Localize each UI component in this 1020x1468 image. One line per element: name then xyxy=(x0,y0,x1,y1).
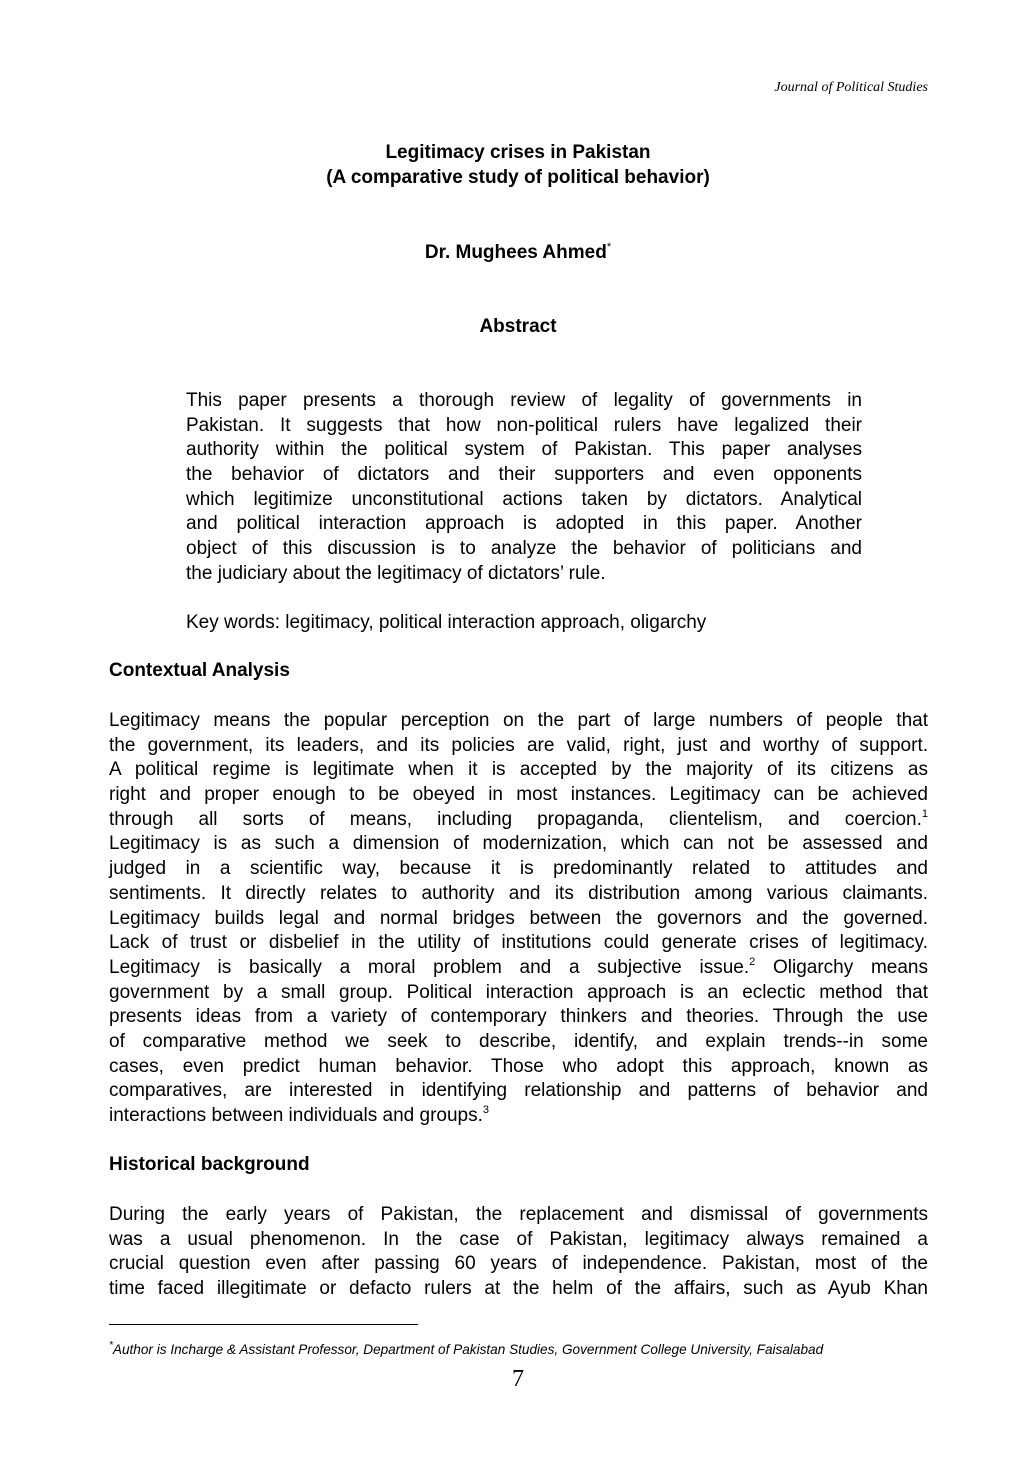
footnote-reference: 1 xyxy=(921,807,928,820)
title-line-2: (A comparative study of political behavior) xyxy=(326,166,710,188)
text-segment: interactions between individuals and groups. xyxy=(109,1105,483,1126)
text-line xyxy=(109,1055,928,1080)
text-segment: presents ideas from a variety of contemporary thinkers and theories. Through the use xyxy=(109,1006,928,1028)
text-line xyxy=(109,808,928,833)
footnote xyxy=(109,1342,823,1357)
article-title xyxy=(0,141,1020,190)
text-segment: and political interaction approach is adopted in this paper. Another xyxy=(186,513,862,535)
text-segment: was a usual phenomenon. In the case of Pakistan, legitimacy always remained a xyxy=(109,1228,928,1250)
text-segment: Legitimacy means the popular perception on the part of large numbers of people that xyxy=(109,710,928,731)
text-segment: A political regime is legitimate when it is accepted by the majority of its citizens as xyxy=(109,759,928,781)
text-segment: cases, even predict human behavior. Those who adopt this approach, known as xyxy=(109,1055,928,1077)
text-segment: Legitimacy is as such a dimension of modernization, which can not be assessed and xyxy=(109,833,928,855)
section-heading-contextual: Contextual Analysis xyxy=(109,660,290,681)
footnote-reference: 3 xyxy=(482,1104,490,1116)
text-line xyxy=(109,1277,928,1302)
text-segment: Lack of trust or disbelief in the utility of institutions could generate crises of legitimacy. xyxy=(109,932,928,954)
text-line xyxy=(109,1203,928,1228)
abstract-paragraph xyxy=(186,389,862,587)
text-line xyxy=(109,956,928,981)
keywords: Key words: legitimacy, political interaction approach, oligarchy xyxy=(186,612,707,633)
text-line xyxy=(109,931,928,956)
text-line xyxy=(186,438,862,463)
text-line xyxy=(109,882,928,907)
abstract-heading: Abstract xyxy=(479,316,557,337)
text-line xyxy=(109,981,928,1006)
author-line xyxy=(0,241,1020,266)
text-line xyxy=(109,758,928,783)
text-segment: which legitimize unconstitutional actions taken by dictators. Analytical xyxy=(186,488,862,510)
text-line xyxy=(109,1104,928,1129)
text-segment: government by a small group. Political interaction approach is an eclectic method that xyxy=(109,981,928,1003)
contextual-paragraph xyxy=(109,709,928,1129)
text-line xyxy=(109,832,928,857)
text-line xyxy=(109,734,928,759)
section-heading-historical: Historical background xyxy=(109,1154,310,1175)
footnote-reference: 2 xyxy=(749,955,756,968)
historical-paragraph xyxy=(109,1203,928,1302)
text-line xyxy=(186,389,862,414)
footnote-marker: * xyxy=(109,1340,113,1351)
author-name: Dr. Mughees Ahmed xyxy=(424,242,607,263)
text-line xyxy=(186,414,862,439)
text-segment: Legitimacy builds legal and normal bridges between the governors and the governed. xyxy=(109,907,928,929)
page-number: 7 xyxy=(512,1366,524,1392)
text-segment: authority within the political system of Pakistan. This paper analyses xyxy=(186,439,862,461)
text-segment: crucial question even after passing 60 years of independence. Pakistan, most of the xyxy=(109,1253,928,1275)
text-line xyxy=(186,562,862,587)
text-line xyxy=(109,783,928,808)
text-line xyxy=(186,488,862,513)
text-segment: judged in a scientific way, because it is predominantly related to attitudes and xyxy=(109,858,928,880)
text-line xyxy=(186,512,862,537)
text-segment: object of this discussion is to analyze the behavior of politicians and xyxy=(186,538,862,560)
text-segment: During the early years of Pakistan, the replacement and dismissal of governments xyxy=(109,1204,928,1225)
footnote-text: Author is Incharge & Assistant Professor, Department of Pakistan Studies, Government College University, Faisalabad xyxy=(112,1342,824,1357)
text-segment: Oligarchy means xyxy=(755,956,928,978)
text-segment: time faced illegitimate or defacto rulers at the helm of the affairs, such as Ayub Khan xyxy=(109,1278,928,1300)
text-segment: Legitimacy is basically a moral problem and a subjective issue. xyxy=(109,956,750,978)
text-line xyxy=(109,857,928,882)
text-segment: the judiciary about the legitimacy of dictators’ rule. xyxy=(186,562,606,584)
text-line xyxy=(186,463,862,488)
text-line xyxy=(186,537,862,562)
text-segment: Pakistan. It suggests that how non-political rulers have legalized their xyxy=(186,414,862,436)
footnote-divider xyxy=(109,1324,418,1325)
text-line xyxy=(109,1030,928,1055)
text-segment: sentiments. It directly relates to authority and its distribution among various claimants. xyxy=(109,882,928,904)
text-line xyxy=(109,1005,928,1030)
text-line xyxy=(109,907,928,932)
text-segment: This paper presents a thorough review of legality of governments in xyxy=(186,390,862,411)
text-segment: comparatives, are interested in identifying relationship and patterns of behavior and xyxy=(109,1080,928,1102)
title-line-1: Legitimacy crises in Pakistan xyxy=(385,142,651,163)
text-line xyxy=(109,1252,928,1277)
text-segment: of comparative method we seek to describe, identify, and explain trends--in some xyxy=(109,1030,928,1052)
author-footnote-marker: * xyxy=(606,241,612,253)
text-line xyxy=(109,1079,928,1104)
text-segment: the behavior of dictators and their supporters and even opponents xyxy=(186,464,862,486)
running-header: Journal of Political Studies xyxy=(774,80,928,95)
text-segment: right and proper enough to be obeyed in most instances. Legitimacy can be achieved xyxy=(109,784,928,806)
text-line xyxy=(109,1228,928,1253)
text-segment: through all sorts of means, including propaganda, clientelism, and coercion. xyxy=(109,808,922,830)
text-line xyxy=(109,709,928,734)
text-segment: the government, its leaders, and its policies are valid, right, just and worthy of support. xyxy=(109,734,928,756)
